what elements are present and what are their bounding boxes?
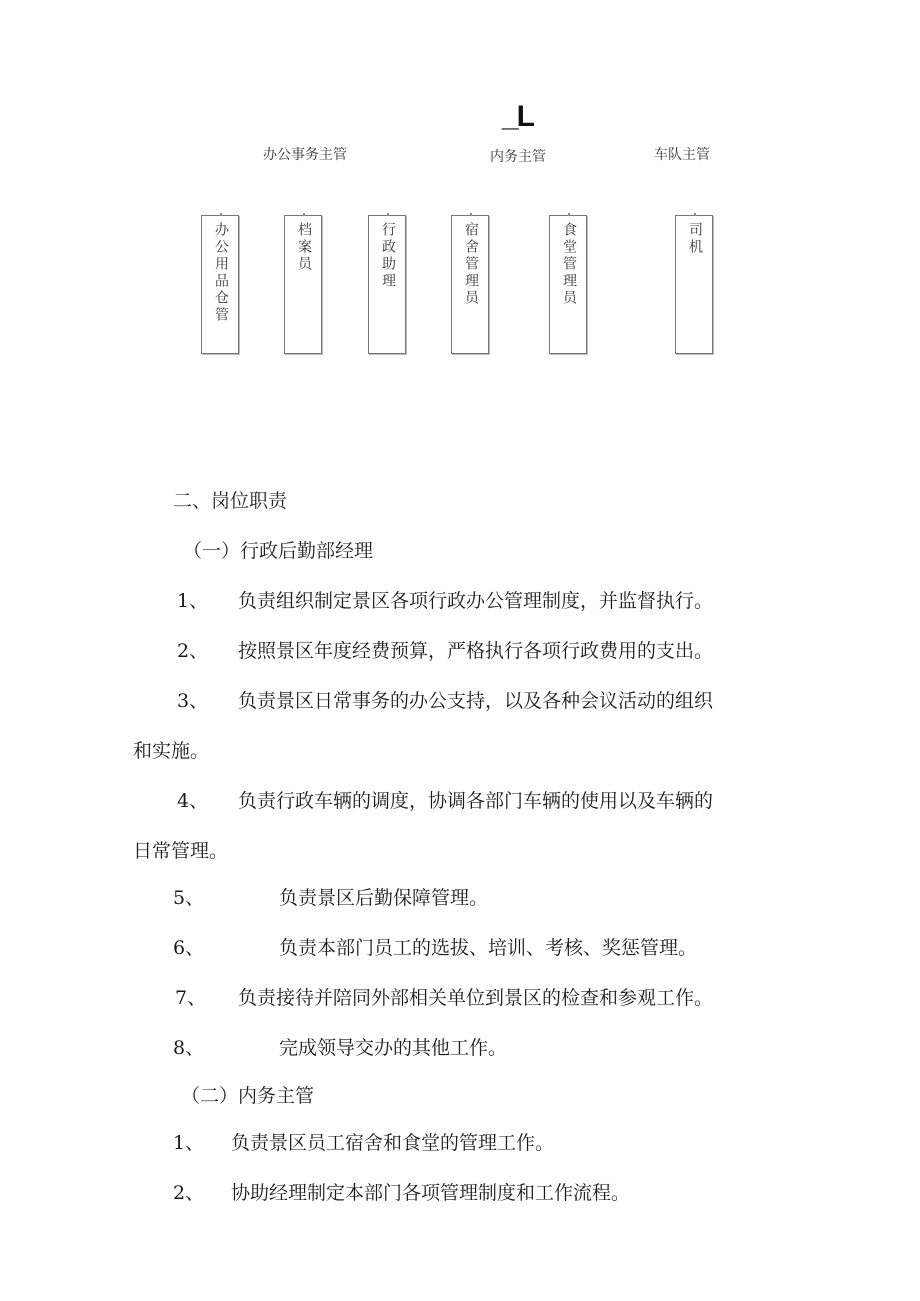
position-box-canteen-manager — [549, 215, 587, 354]
list-item-number: 1、 — [177, 590, 209, 612]
org-chart-bracket: _L — [502, 100, 534, 133]
list-item-text: 负责接待并陪同外部相关单位到景区的检查和参观工作。 — [238, 987, 714, 1009]
list-item-number: 7、 — [175, 987, 207, 1009]
manager-fleet: 车队主管 — [654, 147, 710, 163]
list-item-number: 2、 — [173, 1182, 205, 1204]
list-item-number: 5、 — [173, 887, 205, 909]
list-item-number: 3、 — [177, 690, 209, 712]
list-item-text: 负责行政车辆的调度，协调各部门车辆的使用以及车辆的 — [238, 790, 714, 812]
position-box-office-supplies — [201, 215, 239, 354]
list-item-text: 负责景区后勤保障管理。 — [279, 887, 489, 909]
section-title: 二、岗位职责 — [173, 490, 288, 512]
list-item-text: 负责本部门员工的选拔、培训、考核、奖惩管理。 — [279, 937, 698, 959]
list-item-continuation: 和实施。 — [133, 740, 210, 762]
list-item-number: 4、 — [177, 790, 209, 812]
list-item-text: 负责景区员工宿舍和食堂的管理工作。 — [231, 1132, 555, 1154]
position-box-admin-assistant — [368, 215, 406, 354]
subsection-title-internal: （二）内务主管 — [181, 1085, 315, 1107]
position-label: 行政助理 — [380, 222, 396, 290]
position-label: 档案员 — [296, 222, 312, 273]
list-item-text: 完成领导交办的其他工作。 — [279, 1037, 508, 1059]
position-label: 食堂管理员 — [561, 222, 577, 307]
list-item-text: 负责景区日常事务的办公支持，以及各种会议活动的组织 — [238, 690, 714, 712]
position-box-driver — [675, 215, 713, 354]
list-item-number: 2、 — [177, 640, 209, 662]
list-item-number: 8、 — [173, 1037, 205, 1059]
manager-office-affairs: 办公事务主管 — [263, 147, 347, 163]
position-label: 办公用品仓管 — [213, 222, 229, 324]
position-box-archivist — [284, 215, 322, 354]
list-item-continuation: 日常管理。 — [133, 840, 229, 862]
list-item-number: 6、 — [173, 937, 205, 959]
list-item-text: 协助经理制定本部门各项管理制度和工作流程。 — [231, 1182, 631, 1204]
position-label: 司机 — [687, 222, 703, 256]
position-label: 宿舍管理员 — [463, 222, 479, 307]
position-box-dorm-manager — [451, 215, 489, 354]
manager-internal-affairs: 内务主管 — [490, 149, 546, 165]
list-item-text: 按照景区年度经费预算，严格执行各项行政费用的支出。 — [238, 640, 714, 662]
list-item-number: 1、 — [173, 1132, 205, 1154]
subsection-title-manager: （一）行政后勤部经理 — [183, 540, 374, 562]
list-item-text: 负责组织制定景区各项行政办公管理制度，并监督执行。 — [238, 590, 714, 612]
